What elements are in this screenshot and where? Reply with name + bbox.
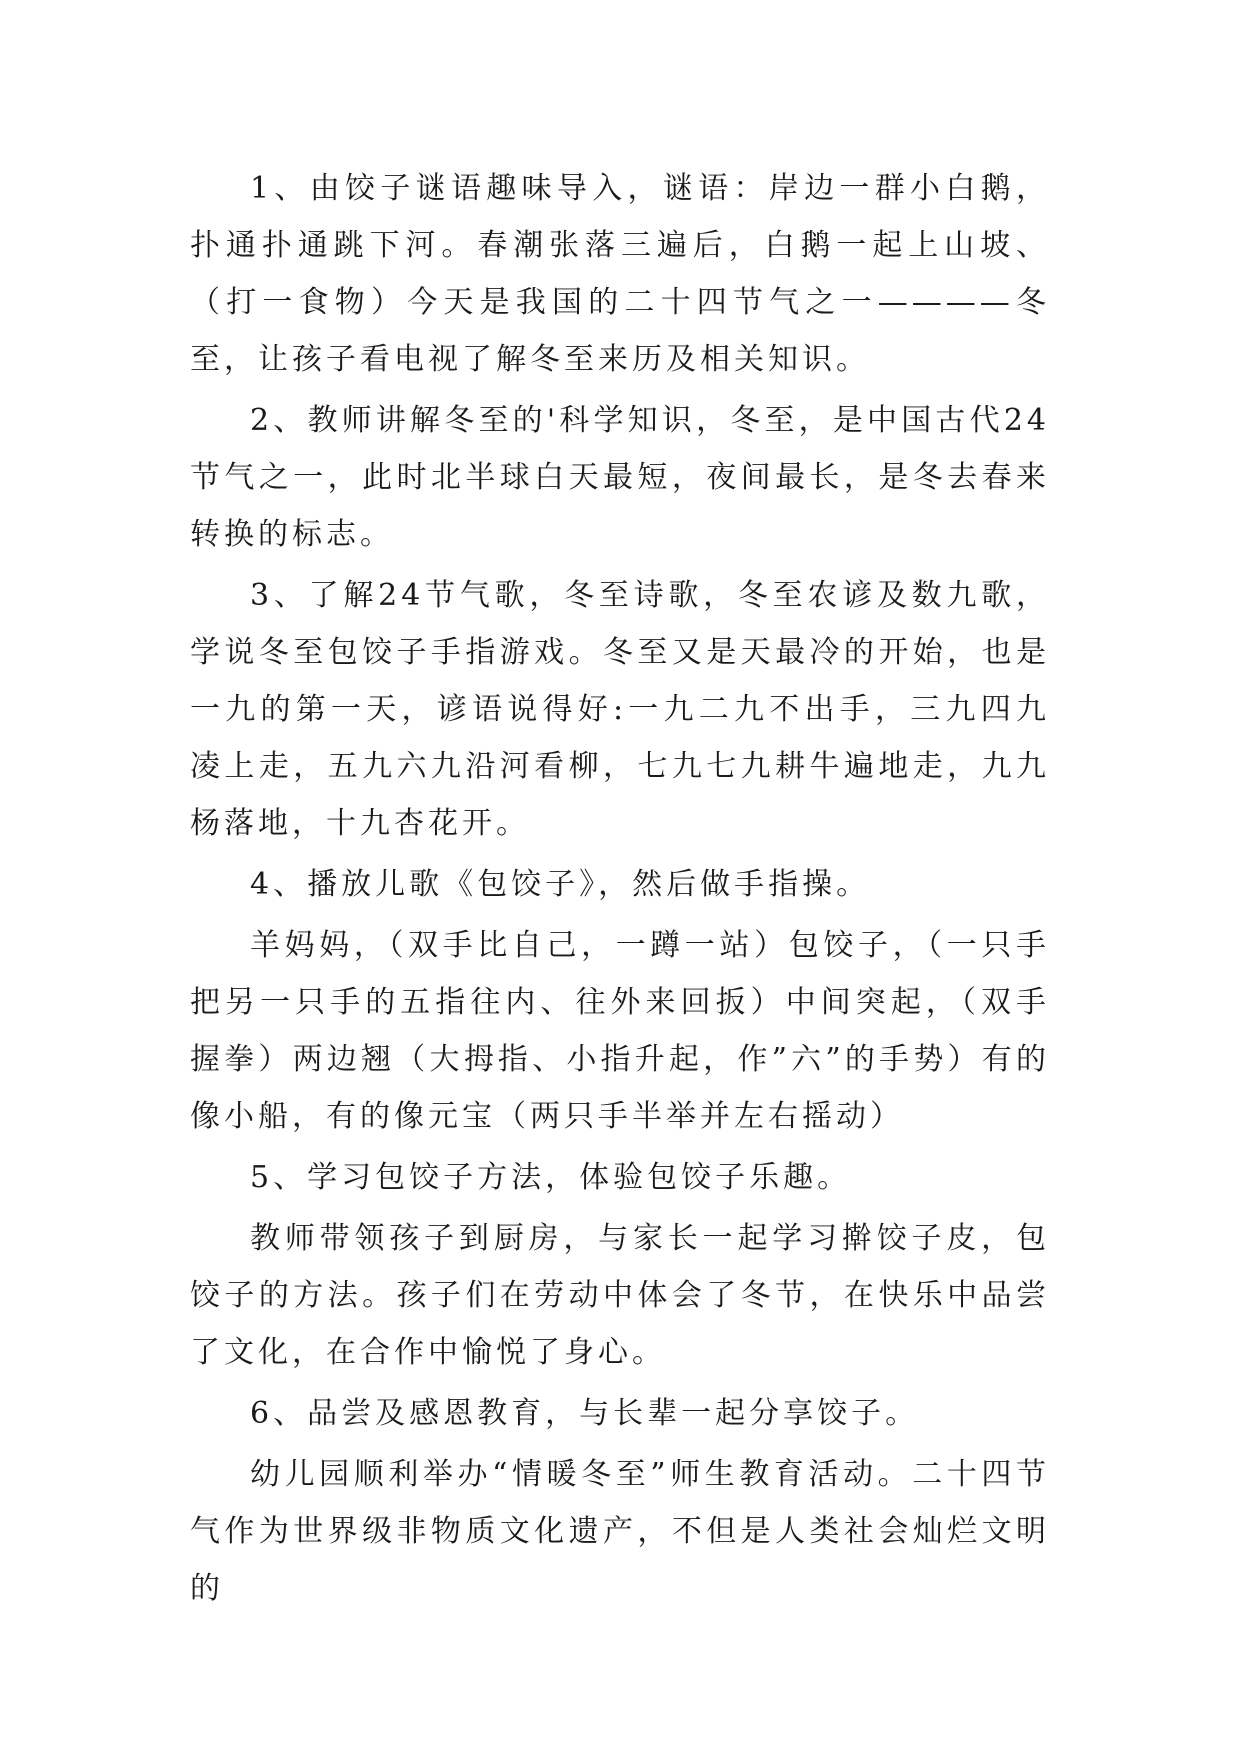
- paragraph-play-song: 4、播放儿歌《包饺子》，然后做手指操。: [250, 867, 871, 902]
- document-body: [190, 160, 1050, 1621]
- paragraph-teacher-explains: 2、教师讲解冬至的'科学知识，冬至，是中国古代24节气之一，此时北半球白天最短，夜间最长，是冬去春来转换的标志。: [190, 403, 1050, 552]
- paragraph-gratitude: 6、品尝及感恩教育，与长辈一起分享饺子。: [250, 1396, 920, 1431]
- paragraph-solar-terms-song: 3、了解24节气歌，冬至诗歌，冬至农谚及数九歌，学说冬至包饺子手指游戏。冬至又是天最冷的开始，也是一九的第一天，谚语说得好:一九二九不出手，三九四九凌上走，五九六九沿河看柳，七九七九耕牛遍地走，九九杨落地，十九杏花开。: [190, 578, 1050, 841]
- paragraph-riddle-intro: 1、由饺子谜语趣味导入，谜语：岸边一群小白鹅，扑通扑通跳下河。春潮张落三遍后，白鹅一起上山坡、（打一食物）今天是我国的二十四节气之一————冬至，让孩子看电视了解冬至来历及相关知识。: [190, 171, 1050, 377]
- paragraph-finger-exercise: 羊妈妈，（双手比自己，一蹲一站）包饺子，（一只手把另一只手的五指往内、往外来回扳）中间突起，（双手握拳）两边翘（大拇指、小指升起，作”六”的手势）有的像小船，有的像元宝（两只手半举并左右摇动）: [190, 928, 1050, 1134]
- paragraph-kitchen-activity: 教师带领孩子到厨房，与家长一起学习擀饺子皮，包饺子的方法。孩子们在劳动中体会了冬节，在快乐中品尝了文化，在合作中愉悦了身心。: [190, 1221, 1050, 1370]
- paragraph-learn-dumplings: 5、学习包饺子方法，体验包饺子乐趣。: [250, 1160, 852, 1195]
- paragraph-kindergarten-event: 幼儿园顺利举办“情暖冬至”师生教育活动。二十四节气作为世界级非物质文化遗产，不但是人类社会灿烂文明的: [190, 1457, 1050, 1606]
